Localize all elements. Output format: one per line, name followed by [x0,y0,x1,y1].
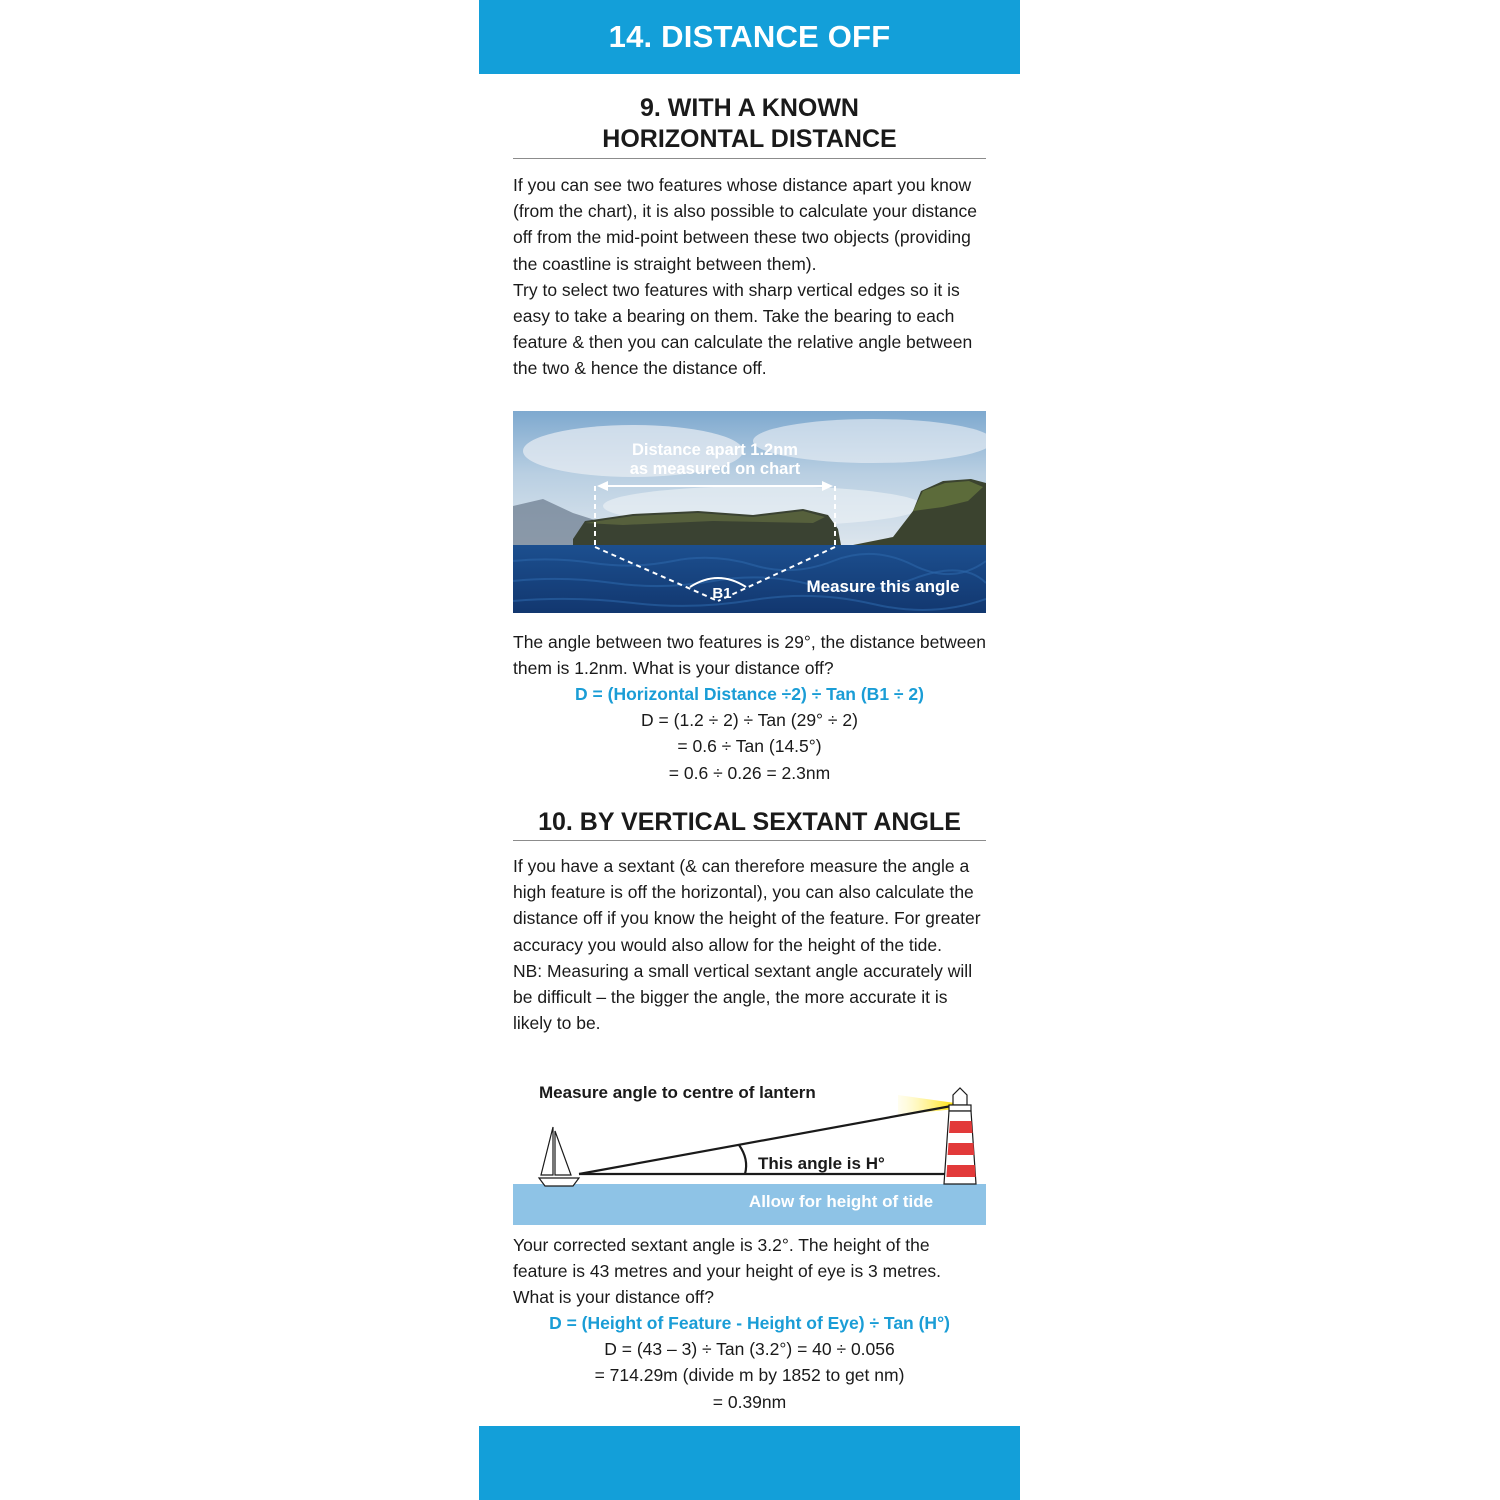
diagram-tide-label: Allow for height of tide [748,1192,934,1211]
section2-question: Your corrected sextant angle is 3.2°. The height of the feature is 43 metres and your height of eye is 3 metres. What is your distance off? [513,1235,941,1308]
section2-calc-1: D = (43 – 3) ÷ Tan (3.2°) = 40 ÷ 0.056 [604,1339,895,1360]
section1-question: The angle between two features is 29°, the distance between them is 1.2nm. What is your distance off? [513,632,986,679]
lantern-beam [898,1095,955,1115]
section2-body [513,853,986,1036]
section1-calc-1: D = (1.2 ÷ 2) ÷ Tan (29° ÷ 2) [641,710,858,731]
section1-calc-2: = 0.6 ÷ Tan (14.5°) [677,736,822,757]
page-title: 14. DISTANCE OFF [608,19,891,54]
section1-formula-block [513,681,986,786]
section1-body [513,172,986,382]
section1-calc-3: = 0.6 ÷ 0.26 = 2.3nm [668,762,831,783]
photo-angle-label: B1 [712,585,732,602]
section1-paragraph-1: If you can see two features whose distance apart you know (from the chart), it is also possible to calculate your distance off from the mid-point between these two objects (providing the coastline is straight between them). [513,175,977,274]
section1-paragraph-2: Try to select two features with sharp vertical edges so it is easy to take a bearing on them. Take the bearing to each feature & then you can calculate the relative angle between the two & hence the distance off. [513,279,973,379]
section2-calc-3: = 0.39nm [712,1391,787,1412]
coastline-photo [513,411,986,613]
sailboat-icon [539,1127,579,1186]
section2-paragraph-2: NB: Measuring a small vertical sextant angle accurately will be difficult – the bigger the angle, the more accurate it is likely to be. [513,960,973,1034]
diagram-angle-label: This angle is H° [758,1154,885,1173]
section-divider [513,158,986,159]
guide-card [479,0,1020,1500]
section2-calc-2: = 714.29m (divide m by 1852 to get nm) [594,1365,905,1386]
photo-distance-sublabel: as measured on chart [629,460,801,478]
section2-paragraph-1: If you have a sextant (& can therefore measure the angle a high feature is off the horizontal), you can also calculate the distance off if you know the height of the feature. For greater accuracy you would also allow for the height of the tide. [513,856,981,955]
footer-band [479,1426,1020,1500]
angle-arc [739,1145,746,1174]
section1-formula: D = (Horizontal Distance ÷2) ÷ Tan (B1 ÷ 2) [575,684,924,704]
section2-formula-block [513,1310,986,1415]
section2-formula: D = (Height of Feature - Height of Eye) ÷ Tan (H°) [549,1313,950,1333]
sextant-diagram [513,1075,986,1227]
section-title-vertical-sextant: 10. BY VERTICAL SEXTANT ANGLE [538,808,961,836]
section-divider [513,840,986,841]
photo-distance-label: Distance apart 1.2nm [632,441,798,459]
header-band [479,0,1020,74]
photo-measure-label: Measure this angle [806,577,960,596]
diagram-top-label: Measure angle to centre of lantern [539,1083,816,1102]
section-title-known-distance: 9. WITH A KNOWN HORIZONTAL DISTANCE [602,94,897,153]
